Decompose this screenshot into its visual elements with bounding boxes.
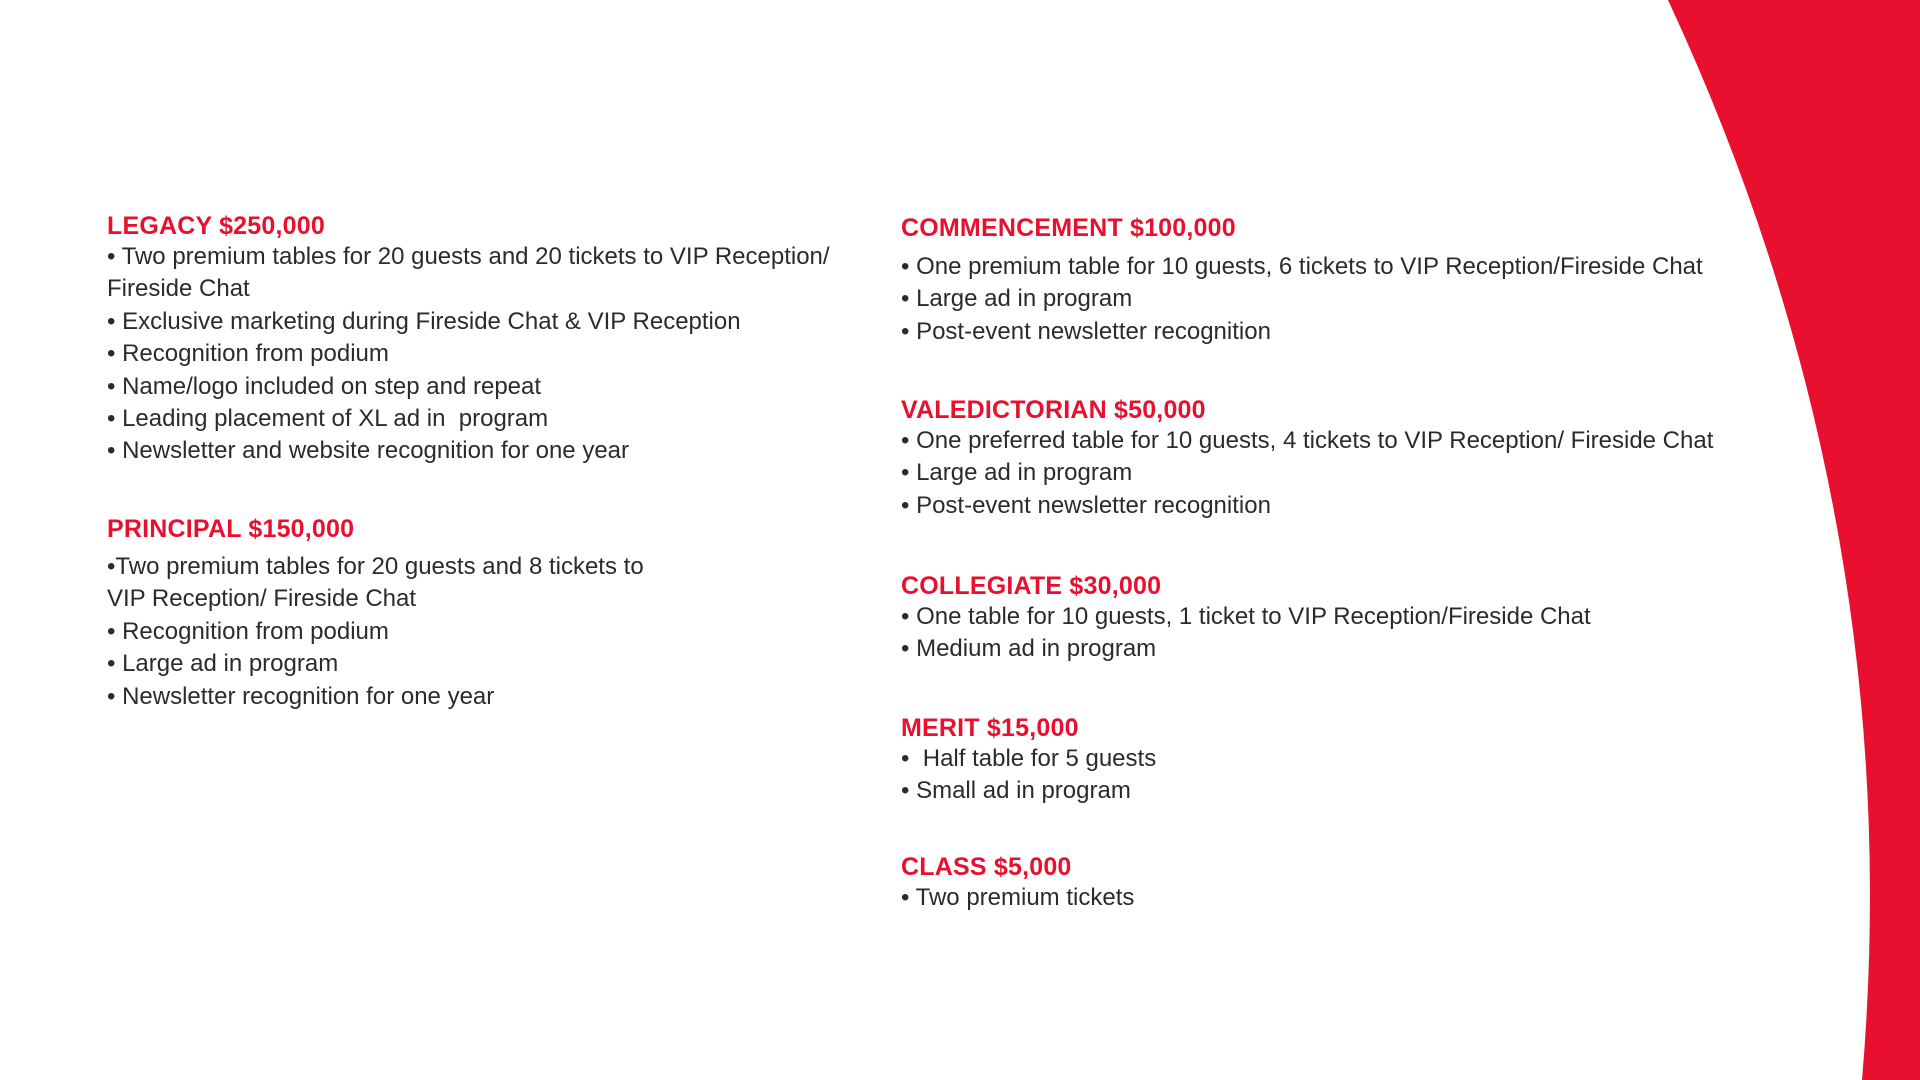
tier-principal <box>107 514 867 713</box>
tier-legacy <box>107 211 867 468</box>
tier-commencement <box>901 213 1781 348</box>
benefit-item: • Small ad in program <box>901 777 1131 805</box>
benefit-item: • Post-event newsletter recognition <box>901 491 1271 519</box>
benefit-item: • Name/logo included on step and repeat <box>107 372 542 400</box>
tier-merit <box>901 713 1781 808</box>
tier-title: MERIT $15,000 <box>901 714 1079 742</box>
benefit-item: • Newsletter recognition for one year <box>107 682 495 710</box>
benefit-list <box>901 743 1781 808</box>
benefit-item: • Newsletter and website recognition for one year <box>107 437 630 465</box>
tier-valedictorian <box>901 395 1781 522</box>
benefit-item: • Half table for 5 guests <box>901 745 1157 772</box>
benefit-item: • Recognition from podium <box>107 340 389 368</box>
benefit-item: • One premium table for 10 guests, 6 tickets to VIP Reception/Fireside Chat <box>901 253 1703 280</box>
tier-title: CLASS $5,000 <box>901 853 1072 881</box>
tier-title: COLLEGIATE $30,000 <box>901 572 1162 600</box>
tier-title: PRINCIPAL $150,000 <box>107 515 355 543</box>
benefit-item: • Large ad in program <box>107 650 339 678</box>
tier-title: VALEDICTORIAN $50,000 <box>901 396 1206 424</box>
benefit-list <box>901 425 1781 522</box>
benefit-item: • One table for 10 guests, 1 ticket to VIP Reception/Fireside Chat <box>901 603 1591 630</box>
benefit-item: •Two premium tables for 20 guests and 8 tickets to VIP Reception/ Fireside Chat <box>107 553 651 613</box>
tier-title: COMMENCEMENT $100,000 <box>901 214 1236 242</box>
benefit-list <box>901 251 1781 348</box>
tier-collegiate <box>901 571 1781 666</box>
benefit-item: • Large ad in program <box>901 285 1133 313</box>
benefit-item: • Leading placement of XL ad in program <box>107 405 549 433</box>
benefit-list <box>901 601 1781 666</box>
benefit-item: • Medium ad in program <box>901 635 1157 663</box>
benefit-item: • Post-event newsletter recognition <box>901 317 1271 345</box>
tier-class <box>901 852 1781 914</box>
benefit-list <box>107 241 867 468</box>
benefit-list <box>107 551 867 713</box>
tier-title: LEGACY $250,000 <box>107 212 325 240</box>
benefit-item: • One preferred table for 10 guests, 4 tickets to VIP Reception/ Fireside Chat <box>901 427 1714 454</box>
benefit-item: • Recognition from podium <box>107 617 389 645</box>
benefit-item: • Two premium tickets <box>901 884 1135 911</box>
benefit-item: • Large ad in program <box>901 459 1133 487</box>
benefit-item: • Exclusive marketing during Fireside Chat & VIP Reception <box>107 307 741 335</box>
benefit-list <box>901 882 1781 914</box>
benefit-item: • Two premium tables for 20 guests and 20 tickets to VIP Reception/ Fireside Chat <box>107 243 837 303</box>
